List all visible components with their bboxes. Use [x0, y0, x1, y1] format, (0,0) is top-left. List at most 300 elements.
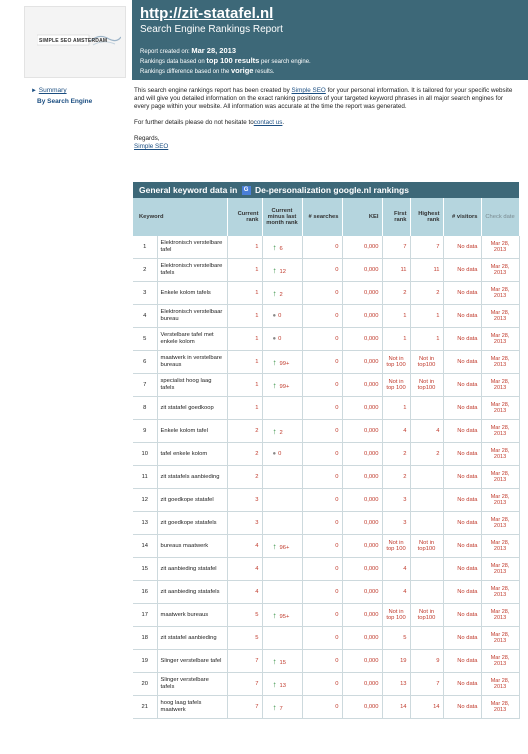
first-rank-cell: 4	[382, 420, 410, 443]
contact-text: For further details please do not hesitate to	[134, 119, 254, 126]
searches-cell: 0	[302, 466, 342, 489]
first-rank-cell: 1	[382, 397, 410, 420]
row-index: 7	[133, 374, 157, 397]
kei-cell: 0,000	[342, 282, 382, 305]
keyword-cell: Elektronisch verstelbaar bureau	[157, 305, 227, 328]
triangle-right-icon: ►	[31, 88, 37, 94]
highest-rank-cell: 14	[410, 696, 443, 719]
kei-cell: 0,000	[342, 420, 382, 443]
logo-text: SIMPLE SEO AMSTERDAM	[39, 38, 108, 44]
rank-change-value: 95+	[279, 613, 290, 620]
keyword-cell: Slinger verstelbare tafels	[157, 673, 227, 696]
searches-cell: 0	[302, 604, 342, 627]
first-rank-cell: 2	[382, 443, 410, 466]
current-rank-cell: 1	[227, 305, 262, 328]
header-first-rank[interactable]: First rank	[382, 198, 410, 236]
current-rank-cell: 4	[227, 581, 262, 604]
table-row	[133, 673, 519, 696]
highest-rank-cell	[410, 627, 443, 650]
arrow-up-icon: ↑	[272, 426, 277, 436]
searches-cell: 0	[302, 282, 342, 305]
rank-change-cell	[262, 627, 302, 650]
contact-period: .	[282, 119, 285, 126]
header-searches[interactable]: # searches	[302, 198, 342, 236]
rank-change-cell	[262, 489, 302, 512]
rank-change-cell	[262, 374, 302, 397]
intro-text	[134, 87, 518, 159]
keyword-cell: bureaus maatwerk	[157, 535, 227, 558]
row-index: 6	[133, 351, 157, 374]
highest-rank-cell: Not in top100	[410, 535, 443, 558]
highest-rank-cell	[410, 466, 443, 489]
arrow-up-icon: ↑	[272, 610, 277, 620]
first-rank-cell: 2	[382, 466, 410, 489]
rank-change-cell	[262, 466, 302, 489]
rank-change-cell	[262, 558, 302, 581]
kei-cell: 0,000	[342, 328, 382, 351]
kei-cell: 0,000	[342, 627, 382, 650]
row-index: 9	[133, 420, 157, 443]
highest-rank-cell: 9	[410, 650, 443, 673]
rankings-bold: top 100 results	[206, 56, 260, 65]
keyword-cell: zit aanbieding statafel	[157, 558, 227, 581]
kei-cell: 0,000	[342, 581, 382, 604]
visitors-cell: No data	[443, 374, 481, 397]
rank-change-value: 0	[278, 313, 282, 319]
regards-text: Regards,	[134, 135, 160, 142]
arrow-up-icon: ↑	[272, 679, 277, 689]
diff-suffix: results.	[255, 69, 275, 75]
current-rank-cell: 7	[227, 650, 262, 673]
keyword-cell: hoog laag tafels maatwerk	[157, 696, 227, 719]
check-date-cell: Mar 28, 2013	[481, 466, 519, 489]
signature-link[interactable]: Simple SEO	[134, 143, 169, 150]
created-line	[140, 46, 236, 55]
check-date-cell: Mar 28, 2013	[481, 282, 519, 305]
current-rank-cell: 5	[227, 604, 262, 627]
check-date-cell: Mar 28, 2013	[481, 305, 519, 328]
rank-change-cell	[262, 535, 302, 558]
site-url-link[interactable]: http://zit-statafel.nl	[140, 5, 274, 22]
keyword-cell: zit goedkope statafels	[157, 512, 227, 535]
visitors-cell: No data	[443, 397, 481, 420]
highest-rank-cell	[410, 397, 443, 420]
kei-cell: 0,000	[342, 650, 382, 673]
visitors-cell: No data	[443, 650, 481, 673]
check-date-cell: Mar 28, 2013	[481, 374, 519, 397]
searches-cell: 0	[302, 512, 342, 535]
report-header	[0, 0, 528, 80]
kei-cell: 0,000	[342, 489, 382, 512]
arrow-up-icon: ↑	[272, 288, 277, 298]
keyword-cell: Enkele kolom tafels	[157, 282, 227, 305]
rank-change-cell	[262, 328, 302, 351]
visitors-cell: No data	[443, 558, 481, 581]
kei-cell: 0,000	[342, 374, 382, 397]
highest-rank-cell: 2	[410, 282, 443, 305]
keyword-cell: maatwerk bureaus	[157, 604, 227, 627]
highest-rank-cell: 1	[410, 305, 443, 328]
highest-rank-cell: 7	[410, 236, 443, 259]
arrow-up-icon: ↑	[272, 265, 277, 275]
kei-cell: 0,000	[342, 604, 382, 627]
row-index: 21	[133, 696, 157, 719]
rank-change-cell	[262, 259, 302, 282]
check-date-cell: Mar 28, 2013	[481, 604, 519, 627]
rank-change-cell	[262, 397, 302, 420]
rank-change-cell	[262, 351, 302, 374]
rank-change-cell	[262, 512, 302, 535]
rank-change-value: 13	[279, 682, 286, 689]
current-rank-cell: 2	[227, 420, 262, 443]
check-date-cell: Mar 28, 2013	[481, 581, 519, 604]
keyword-cell: tafel enkele kolom	[157, 443, 227, 466]
searches-cell: 0	[302, 696, 342, 719]
highest-rank-cell: 2	[410, 443, 443, 466]
rank-change-cell	[262, 604, 302, 627]
row-index: 19	[133, 650, 157, 673]
row-index: 1	[133, 236, 157, 259]
header-kei[interactable]: KEI	[342, 198, 382, 236]
check-date-cell: Mar 28, 2013	[481, 535, 519, 558]
keyword-cell: zit aanbieding statafels	[157, 581, 227, 604]
first-rank-cell: Not in top 100	[382, 351, 410, 374]
table-row	[133, 236, 519, 259]
row-index: 8	[133, 397, 157, 420]
visitors-cell: No data	[443, 512, 481, 535]
contact-paragraph	[134, 119, 518, 127]
first-rank-cell: 13	[382, 673, 410, 696]
created-date: Mar 28, 2013	[191, 46, 236, 55]
rank-change-value: 2	[279, 291, 283, 298]
row-index: 4	[133, 305, 157, 328]
visitors-cell: No data	[443, 420, 481, 443]
visitors-cell: No data	[443, 673, 481, 696]
current-rank-cell: 1	[227, 328, 262, 351]
highest-rank-cell	[410, 512, 443, 535]
visitors-cell: No data	[443, 466, 481, 489]
row-index: 20	[133, 673, 157, 696]
first-rank-cell: Not in top 100	[382, 535, 410, 558]
diff-prefix: Rankings difference based on the	[140, 69, 230, 75]
keyword-table	[133, 198, 520, 719]
current-rank-cell: 3	[227, 512, 262, 535]
diff-bold: vorige	[230, 66, 254, 75]
rank-change-cell	[262, 282, 302, 305]
row-index: 5	[133, 328, 157, 351]
row-index: 12	[133, 489, 157, 512]
table-row	[133, 282, 519, 305]
visitors-cell: No data	[443, 627, 481, 650]
check-date-cell: Mar 28, 2013	[481, 558, 519, 581]
first-rank-cell: Not in top 100	[382, 604, 410, 627]
rank-change-cell	[262, 673, 302, 696]
table-row	[133, 374, 519, 397]
visitors-cell: No data	[443, 535, 481, 558]
rank-change-value: 0	[278, 451, 282, 457]
rank-change-value: 0	[278, 336, 282, 342]
intro-paragraph	[134, 87, 518, 111]
searches-cell: 0	[302, 535, 342, 558]
row-index: 14	[133, 535, 157, 558]
keyword-cell: zit statafel aanbieding	[157, 627, 227, 650]
searches-cell: 0	[302, 558, 342, 581]
visitors-cell: No data	[443, 305, 481, 328]
no-change-icon: ●	[272, 336, 277, 342]
table-row	[133, 627, 519, 650]
sidebar-nav	[31, 87, 92, 105]
kei-cell: 0,000	[342, 259, 382, 282]
keyword-cell: Slinger verstelbare tafel	[157, 650, 227, 673]
row-index: 18	[133, 627, 157, 650]
rank-change-value: 2	[279, 429, 283, 436]
kei-cell: 0,000	[342, 305, 382, 328]
check-date-cell: Mar 28, 2013	[481, 397, 519, 420]
current-rank-cell: 7	[227, 673, 262, 696]
header-check-date[interactable]: Check date	[481, 198, 519, 236]
check-date-cell: Mar 28, 2013	[481, 236, 519, 259]
rank-change-value: 15	[279, 659, 286, 666]
table-row	[133, 443, 519, 466]
highest-rank-cell	[410, 558, 443, 581]
table-row	[133, 420, 519, 443]
first-rank-cell: 19	[382, 650, 410, 673]
check-date-cell: Mar 28, 2013	[481, 696, 519, 719]
table-row	[133, 512, 519, 535]
visitors-cell: No data	[443, 351, 481, 374]
row-index: 3	[133, 282, 157, 305]
check-date-cell: Mar 28, 2013	[481, 512, 519, 535]
table-body	[133, 236, 519, 719]
arrow-up-icon: ↑	[272, 380, 277, 390]
summary-link[interactable]: Summary	[38, 87, 67, 94]
first-rank-cell: 4	[382, 558, 410, 581]
rank-change-value: 6	[279, 245, 283, 252]
arrow-up-icon: ↑	[272, 357, 277, 367]
row-index: 11	[133, 466, 157, 489]
rank-change-value: 7	[279, 705, 283, 712]
kei-cell: 0,000	[342, 443, 382, 466]
check-date-cell: Mar 28, 2013	[481, 673, 519, 696]
arrow-up-icon: ↑	[272, 541, 277, 551]
kei-cell: 0,000	[342, 236, 382, 259]
check-date-cell: Mar 28, 2013	[481, 351, 519, 374]
first-rank-cell: 3	[382, 489, 410, 512]
keyword-cell: specialist hoog laag tafels	[157, 374, 227, 397]
kei-cell: 0,000	[342, 535, 382, 558]
searches-cell: 0	[302, 397, 342, 420]
title-banner	[132, 0, 528, 80]
keyword-cell: Enkele kolom tafel	[157, 420, 227, 443]
table-row	[133, 305, 519, 328]
no-change-icon: ●	[272, 313, 277, 319]
current-rank-cell: 1	[227, 282, 262, 305]
arrow-up-icon: ↑	[272, 702, 277, 712]
keyword-cell: maatwerk in verstelbare bureaus	[157, 351, 227, 374]
visitors-cell: No data	[443, 489, 481, 512]
row-index: 13	[133, 512, 157, 535]
rank-change-value: 99+	[279, 360, 290, 367]
current-rank-cell: 2	[227, 466, 262, 489]
check-date-cell: Mar 28, 2013	[481, 650, 519, 673]
intro-text-b: for your personal information. It is tailored for your specific website and will give you detailed information on the exact ranking positions of your targeted keyword phrases in all major search engines for every page within your website. All information was accurate at the time the report was generated.	[134, 87, 513, 110]
visitors-cell: No data	[443, 282, 481, 305]
kei-cell: 0,000	[342, 512, 382, 535]
first-rank-cell: 11	[382, 259, 410, 282]
highest-rank-cell	[410, 489, 443, 512]
report-title: Search Engine Rankings Report	[140, 24, 283, 35]
current-rank-cell: 1	[227, 259, 262, 282]
rank-change-cell	[262, 420, 302, 443]
keyword-cell: zit statafel goedkoop	[157, 397, 227, 420]
rankings-basis-line	[140, 56, 311, 65]
rank-change-cell	[262, 650, 302, 673]
kei-cell: 0,000	[342, 673, 382, 696]
header-keyword[interactable]: Keyword	[133, 198, 227, 236]
first-rank-cell: 4	[382, 581, 410, 604]
kei-cell: 0,000	[342, 351, 382, 374]
header-visitors[interactable]: # visitors	[443, 198, 481, 236]
current-rank-cell: 7	[227, 696, 262, 719]
rank-change-value: 12	[279, 268, 286, 275]
visitors-cell: No data	[443, 696, 481, 719]
table-row	[133, 259, 519, 282]
table-row	[133, 397, 519, 420]
row-index: 17	[133, 604, 157, 627]
intro-text-a: This search engine rankings report has been created by	[134, 87, 290, 94]
row-index: 10	[133, 443, 157, 466]
searches-cell: 0	[302, 374, 342, 397]
rank-change-value: 96+	[279, 544, 290, 551]
arrow-up-icon: ↑	[272, 242, 277, 252]
rank-change-cell	[262, 305, 302, 328]
current-rank-cell: 1	[227, 374, 262, 397]
simple-seo-link[interactable]: Simple SEO	[291, 87, 326, 94]
highest-rank-cell: 1	[410, 328, 443, 351]
rankings-prefix: Rankings data based on	[140, 59, 205, 65]
current-rank-cell: 1	[227, 351, 262, 374]
row-index: 2	[133, 259, 157, 282]
searches-cell: 0	[302, 650, 342, 673]
visitors-cell: No data	[443, 581, 481, 604]
rank-change-cell	[262, 696, 302, 719]
visitors-cell: No data	[443, 328, 481, 351]
searches-cell: 0	[302, 627, 342, 650]
kei-cell: 0,000	[342, 696, 382, 719]
kei-cell: 0,000	[342, 397, 382, 420]
first-rank-cell: 14	[382, 696, 410, 719]
first-rank-cell: 5	[382, 627, 410, 650]
table-row	[133, 535, 519, 558]
searches-cell: 0	[302, 420, 342, 443]
highest-rank-cell: Not in top100	[410, 604, 443, 627]
rank-change-cell	[262, 581, 302, 604]
current-rank-cell: 1	[227, 236, 262, 259]
header-highest-rank[interactable]: Highest rank	[410, 198, 443, 236]
row-index: 15	[133, 558, 157, 581]
sidebar-item-by-engine[interactable]: By Search Engine	[37, 98, 93, 105]
visitors-cell: No data	[443, 443, 481, 466]
contact-us-link[interactable]: contact us	[253, 119, 283, 126]
table-row	[133, 650, 519, 673]
searches-cell: 0	[302, 328, 342, 351]
google-icon: G	[242, 186, 251, 195]
check-date-cell: Mar 28, 2013	[481, 328, 519, 351]
kei-cell: 0,000	[342, 466, 382, 489]
check-date-cell: Mar 28, 2013	[481, 443, 519, 466]
searches-cell: 0	[302, 581, 342, 604]
header-current-rank[interactable]: Current rank	[227, 198, 262, 236]
table-row	[133, 466, 519, 489]
table-row	[133, 489, 519, 512]
searches-cell: 0	[302, 489, 342, 512]
table-row	[133, 604, 519, 627]
logo	[37, 33, 121, 49]
current-rank-cell: 1	[227, 397, 262, 420]
check-date-cell: Mar 28, 2013	[481, 627, 519, 650]
arrow-up-icon: ↑	[272, 656, 277, 666]
sidebar-item-summary[interactable]	[31, 87, 92, 94]
table-row	[133, 328, 519, 351]
table-row	[133, 351, 519, 374]
check-date-cell: Mar 28, 2013	[481, 420, 519, 443]
highest-rank-cell: Not in top100	[410, 374, 443, 397]
first-rank-cell: 1	[382, 305, 410, 328]
rank-change-value: 99+	[279, 383, 290, 390]
keyword-cell: Elektronisch verstelbare tafels	[157, 259, 227, 282]
difference-basis-line	[140, 66, 275, 75]
table-row	[133, 696, 519, 719]
keyword-table-section	[133, 182, 519, 719]
visitors-cell: No data	[443, 604, 481, 627]
rankings-suffix: per search engine.	[261, 59, 311, 65]
searches-cell: 0	[302, 259, 342, 282]
check-date-cell: Mar 28, 2013	[481, 259, 519, 282]
searches-cell: 0	[302, 351, 342, 374]
header-rank-change[interactable]: Current minus last month rank	[262, 198, 302, 236]
searches-cell: 0	[302, 305, 342, 328]
table-row	[133, 581, 519, 604]
highest-rank-cell: Not in top100	[410, 351, 443, 374]
row-index: 16	[133, 581, 157, 604]
created-label: Report created on:	[140, 49, 190, 55]
first-rank-cell: 1	[382, 328, 410, 351]
table-title-a: General keyword data in	[139, 185, 238, 195]
first-rank-cell: 2	[382, 282, 410, 305]
highest-rank-cell: 4	[410, 420, 443, 443]
searches-cell: 0	[302, 673, 342, 696]
table-title	[133, 182, 519, 198]
check-date-cell: Mar 28, 2013	[481, 489, 519, 512]
searches-cell: 0	[302, 236, 342, 259]
rank-change-cell	[262, 236, 302, 259]
visitors-cell: No data	[443, 236, 481, 259]
current-rank-cell: 4	[227, 535, 262, 558]
first-rank-cell: 7	[382, 236, 410, 259]
current-rank-cell: 2	[227, 443, 262, 466]
visitors-cell: No data	[443, 259, 481, 282]
signature	[134, 135, 518, 151]
keyword-cell: Verstelbare tafel met enkele kolom	[157, 328, 227, 351]
first-rank-cell: Not in top 100	[382, 374, 410, 397]
current-rank-cell: 5	[227, 627, 262, 650]
rank-change-cell	[262, 443, 302, 466]
keyword-cell: zit goedkope statafel	[157, 489, 227, 512]
keyword-cell: zit statafels aanbieding	[157, 466, 227, 489]
no-change-icon: ●	[272, 451, 277, 457]
table-header-row	[133, 198, 519, 236]
first-rank-cell: 3	[382, 512, 410, 535]
